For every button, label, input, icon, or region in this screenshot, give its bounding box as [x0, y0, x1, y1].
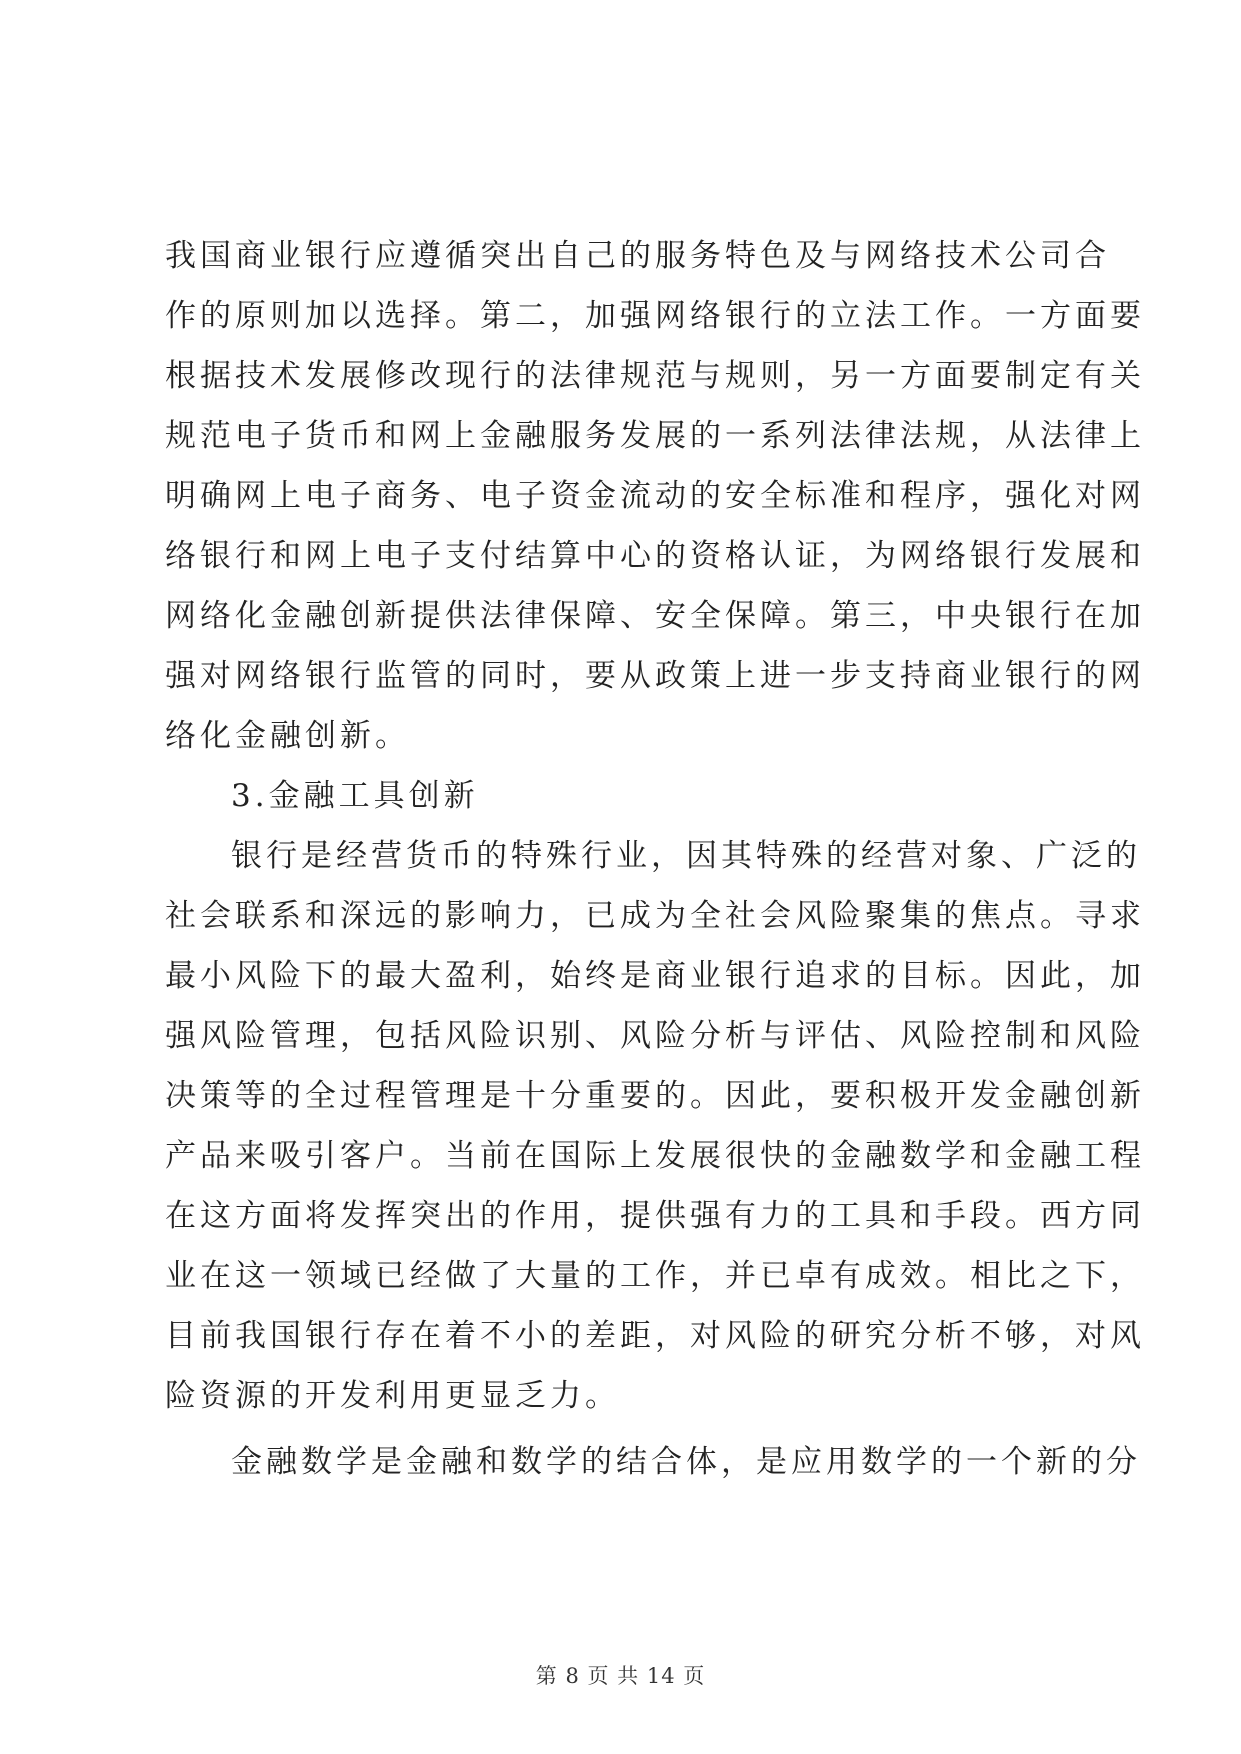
text-line: 金融数学是金融和数学的结合体，是应用数学的一个新的分 [231, 1444, 1141, 1480]
text-line: 络银行和网上电子支付结算中心的资格认证，为网络银行发展和 [165, 538, 1145, 574]
text-line: 决策等的全过程管理是十分重要的。因此，要积极开发金融创新 [165, 1078, 1145, 1114]
text-line: 作的原则加以选择。第二，加强网络银行的立法工作。一方面要 [165, 298, 1145, 334]
text-line: 产品来吸引客户。当前在国际上发展很快的金融数学和金融工程 [165, 1138, 1145, 1174]
text-line: 社会联系和深远的影响力，已成为全社会风险聚集的焦点。寻求 [165, 898, 1145, 934]
text-line: 根据技术发展修改现行的法律规范与规则，另一方面要制定有关 [165, 358, 1145, 394]
text-line: 强风险管理，包括风险识别、风险分析与评估、风险控制和风险 [165, 1018, 1145, 1054]
text-line: 强对网络银行监管的同时，要从政策上进一步支持商业银行的网 [165, 658, 1145, 694]
text-line: 业在这一领域已经做了大量的工作，并已卓有成效。相比之下， [165, 1258, 1145, 1294]
paragraph-3 [165, 1432, 1141, 1492]
page-number-footer: 第 8 页 共 14 页 [535, 1664, 706, 1688]
paragraph-2 [165, 826, 1145, 1426]
text-line: 我国商业银行应遵循突出自己的服务特色及与网络技术公司合 [165, 238, 1110, 274]
page-body [165, 226, 1145, 1492]
text-line: 明确网上电子商务、电子资金流动的安全标准和程序，强化对网 [165, 478, 1145, 514]
text-line: 银行是经营货币的特殊行业，因其特殊的经营对象、广泛的 [231, 838, 1141, 874]
text-line: 目前我国银行存在着不小的差距，对风险的研究分析不够，对风 [165, 1318, 1145, 1354]
text-line: 最小风险下的最大盈利，始终是商业银行追求的目标。因此，加 [165, 958, 1145, 994]
text-line: 络化金融创新。 [165, 718, 410, 754]
text-line: 在这方面将发挥突出的作用，提供强有力的工具和手段。西方同 [165, 1198, 1145, 1234]
paragraph-1 [165, 226, 1145, 766]
text-line: 规范电子货币和网上金融服务发展的一系列法律法规，从法律上 [165, 418, 1145, 454]
text-line: 网络化金融创新提供法律保障、安全保障。第三，中央银行在加 [165, 598, 1145, 634]
text-line: 险资源的开发利用更显乏力。 [165, 1378, 620, 1414]
section-heading: 3.金融工具创新 [231, 778, 479, 814]
